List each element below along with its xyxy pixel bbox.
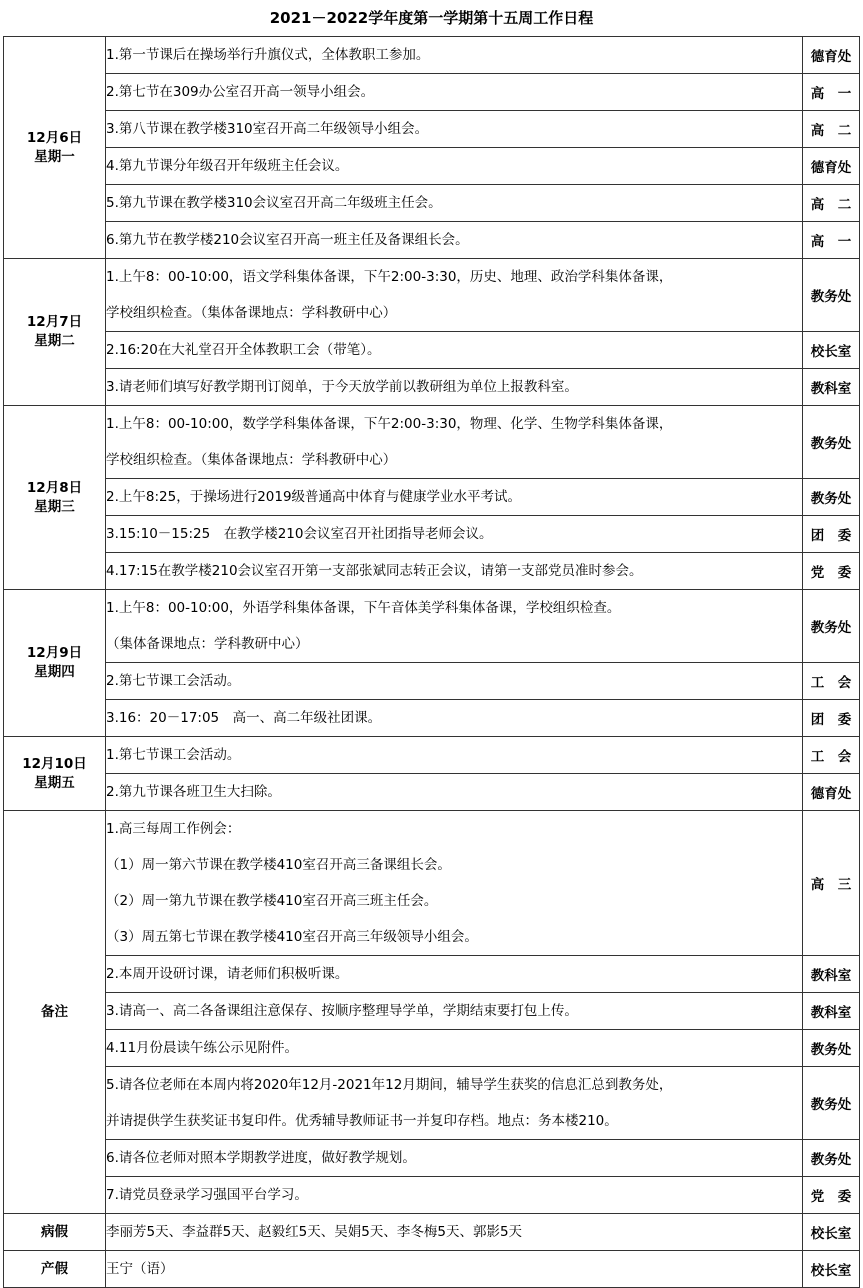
day-date: 12月7日 xyxy=(26,314,83,330)
item-content xyxy=(106,956,803,993)
item-content xyxy=(106,737,803,774)
item-department: 校长室 xyxy=(803,332,860,369)
day-date: 备注 xyxy=(41,1003,68,1020)
item-content xyxy=(106,774,803,811)
item-department: 教务处 xyxy=(803,1067,860,1140)
item-line: 李丽芳5天、李益群5天、赵毅红5天、吴娟5天、李冬梅5天、郭影5天 xyxy=(106,1224,523,1240)
schedule-row xyxy=(4,774,860,811)
item-content xyxy=(106,111,803,148)
schedule-table xyxy=(3,36,860,1288)
item-department: 党 委 xyxy=(803,1177,860,1214)
item-content xyxy=(106,1030,803,1067)
item-department: 团 委 xyxy=(803,516,860,553)
item-content xyxy=(106,1214,803,1251)
item-content xyxy=(106,74,803,111)
item-line: 学校组织检查。（集体备课地点：学科教研中心） xyxy=(106,452,397,468)
item-department: 教务处 xyxy=(803,1140,860,1177)
day-cell xyxy=(4,590,106,737)
item-content xyxy=(106,406,803,479)
item-department: 高 二 xyxy=(803,111,860,148)
schedule-row xyxy=(4,737,860,774)
day-weekday: 星期二 xyxy=(34,333,75,349)
day-weekday: 星期五 xyxy=(34,774,75,791)
item-line: 4.第九节课分年级召开年级班主任会议。 xyxy=(106,158,349,174)
item-department: 团 委 xyxy=(803,700,860,737)
item-content xyxy=(106,222,803,259)
schedule-row xyxy=(4,332,860,369)
item-line: 2.第七节课工会活动。 xyxy=(106,673,241,689)
item-department: 校长室 xyxy=(803,1251,860,1288)
item-line: 2.第七节在309办公室召开高一领导小组会。 xyxy=(106,84,375,100)
item-department: 高 一 xyxy=(803,74,860,111)
item-line: 5.第九节课在教学楼310会议室召开高二年级班主任会。 xyxy=(106,195,442,211)
schedule-row xyxy=(4,590,860,663)
day-cell xyxy=(4,811,106,1214)
item-line: 2.上午8:25，于操场进行2019级普通高中体育与健康学业水平考试。 xyxy=(106,489,522,505)
item-department: 教务处 xyxy=(803,590,860,663)
item-content xyxy=(106,185,803,222)
day-weekday: 星期四 xyxy=(34,664,75,680)
item-department: 工 会 xyxy=(803,737,860,774)
item-content xyxy=(106,993,803,1030)
item-department: 教科室 xyxy=(803,993,860,1030)
item-department: 德育处 xyxy=(803,148,860,185)
page-title: 2021－2022学年度第一学期第十五周工作日程 xyxy=(269,9,594,27)
item-line: （1）周一第六节课在教学楼410室召开高三备课组长会。 xyxy=(106,857,451,873)
day-date: 产假 xyxy=(41,1260,68,1277)
item-department: 高 一 xyxy=(803,222,860,259)
item-department: 教科室 xyxy=(803,956,860,993)
item-line: 6.第九节在教学楼210会议室召开高一班主任及备课组长会。 xyxy=(106,232,469,248)
day-cell xyxy=(4,737,106,811)
schedule-row xyxy=(4,1030,860,1067)
item-content xyxy=(106,259,803,332)
day-date: 病假 xyxy=(41,1223,68,1240)
item-line: 7.请党员登录学习强国平台学习。 xyxy=(106,1187,308,1203)
day-date: 12月10日 xyxy=(22,755,87,772)
day-date: 12月9日 xyxy=(26,645,83,661)
day-cell xyxy=(4,37,106,259)
item-line: 1.高三每周工作例会： xyxy=(106,821,241,837)
item-department: 德育处 xyxy=(803,774,860,811)
item-line: 3.第八节课在教学楼310室召开高二年级领导小组会。 xyxy=(106,121,429,137)
schedule-row xyxy=(4,811,860,956)
item-line: 并请提供学生获奖证书复印件。优秀辅导教师证书一并复印存档。地点：务本楼210。 xyxy=(106,1113,618,1129)
item-line: 2.16:20在大礼堂召开全体教职工会（带笔）。 xyxy=(106,342,381,358)
schedule-row xyxy=(4,663,860,700)
item-department: 教务处 xyxy=(803,1030,860,1067)
item-department: 校长室 xyxy=(803,1214,860,1251)
item-content xyxy=(106,1251,803,1288)
schedule-row xyxy=(4,1251,860,1288)
item-line: 3.请高一、高二各备课组注意保存、按顺序整理导学单，学期结束要打包上传。 xyxy=(106,1003,578,1019)
item-content xyxy=(106,479,803,516)
item-department: 教务处 xyxy=(803,479,860,516)
day-weekday: 星期一 xyxy=(34,148,75,165)
item-line: 1.上午8：00-10:00，数学学科集体备课，下午2:00-3:30，物理、化学、生物学科集体备课， xyxy=(106,416,673,432)
item-content xyxy=(106,663,803,700)
item-content xyxy=(106,811,803,956)
item-content xyxy=(106,1140,803,1177)
schedule-row xyxy=(4,111,860,148)
item-department: 教科室 xyxy=(803,369,860,406)
day-cell xyxy=(4,1214,106,1251)
item-content xyxy=(106,1067,803,1140)
item-department: 党 委 xyxy=(803,553,860,590)
item-department: 高 二 xyxy=(803,185,860,222)
item-line: 1.上午8：00-10:00，外语学科集体备课，下午音体美学科集体备课，学校组织检查。 xyxy=(106,600,621,616)
item-line: 学校组织检查。（集体备课地点：学科教研中心） xyxy=(106,305,397,321)
item-content xyxy=(106,516,803,553)
item-line: 王宁（语） xyxy=(106,1261,174,1277)
schedule-row xyxy=(4,1140,860,1177)
item-line: 5.请各位老师在本周内将2020年12月-2021年12月期间，辅导学生获奖的信息汇总到教务处， xyxy=(106,1077,673,1093)
item-department: 德育处 xyxy=(803,37,860,74)
schedule-row xyxy=(4,185,860,222)
schedule-row xyxy=(4,553,860,590)
item-content xyxy=(106,700,803,737)
item-content xyxy=(106,369,803,406)
day-cell xyxy=(4,259,106,406)
schedule-row xyxy=(4,74,860,111)
item-line: 1.上午8：00-10:00，语文学科集体备课，下午2:00-3:30，历史、地理、政治学科集体备课， xyxy=(106,269,673,285)
schedule-row xyxy=(4,259,860,332)
schedule-row xyxy=(4,148,860,185)
item-content xyxy=(106,332,803,369)
item-content xyxy=(106,37,803,74)
schedule-row xyxy=(4,1067,860,1140)
item-line: 6.请各位老师对照本学期教学进度，做好教学规划。 xyxy=(106,1150,416,1166)
item-line: 2.本周开设研讨课，请老师们积极听课。 xyxy=(106,966,349,982)
schedule-row xyxy=(4,222,860,259)
item-content xyxy=(106,590,803,663)
item-line: （3）周五第七节课在教学楼410室召开高三年级领导小组会。 xyxy=(106,929,478,945)
schedule-row xyxy=(4,369,860,406)
item-content xyxy=(106,1177,803,1214)
item-line: 1.第七节课工会活动。 xyxy=(106,747,241,763)
schedule-row xyxy=(4,1177,860,1214)
schedule-row xyxy=(4,516,860,553)
item-department: 教务处 xyxy=(803,259,860,332)
item-line: 3.15:10－15:25 在教学楼210会议室召开社团指导老师会议。 xyxy=(106,526,493,542)
item-line: 1.第一节课后在操场举行升旗仪式，全体教职工参加。 xyxy=(106,47,430,63)
schedule-row xyxy=(4,479,860,516)
schedule-row xyxy=(4,956,860,993)
day-date: 12月8日 xyxy=(26,479,83,496)
item-line: 3.16：20－17:05 高一、高二年级社团课。 xyxy=(106,710,382,726)
item-content xyxy=(106,148,803,185)
schedule-row xyxy=(4,1214,860,1251)
schedule-row xyxy=(4,700,860,737)
item-line: （2）周一第九节课在教学楼410室召开高三班主任会。 xyxy=(106,893,438,909)
item-line: （集体备课地点：学科教研中心） xyxy=(106,636,309,652)
day-cell xyxy=(4,406,106,590)
schedule-row xyxy=(4,993,860,1030)
item-content xyxy=(106,553,803,590)
schedule-row xyxy=(4,37,860,74)
item-department: 工 会 xyxy=(803,663,860,700)
schedule-row xyxy=(4,406,860,479)
day-date: 12月6日 xyxy=(26,129,83,146)
item-line: 4.11月份晨读午练公示见附件。 xyxy=(106,1040,299,1056)
item-department: 教务处 xyxy=(803,406,860,479)
day-weekday: 星期三 xyxy=(34,498,75,515)
item-line: 3.请老师们填写好教学期刊订阅单，于今天放学前以教研组为单位上报教科室。 xyxy=(106,379,578,395)
item-line: 4.17:15在教学楼210会议室召开第一支部张斌同志转正会议，请第一支部党员准时参会。 xyxy=(106,563,643,579)
item-line: 2.第九节课各班卫生大扫除。 xyxy=(106,784,281,800)
item-department: 高 三 xyxy=(803,811,860,956)
day-cell xyxy=(4,1251,106,1288)
